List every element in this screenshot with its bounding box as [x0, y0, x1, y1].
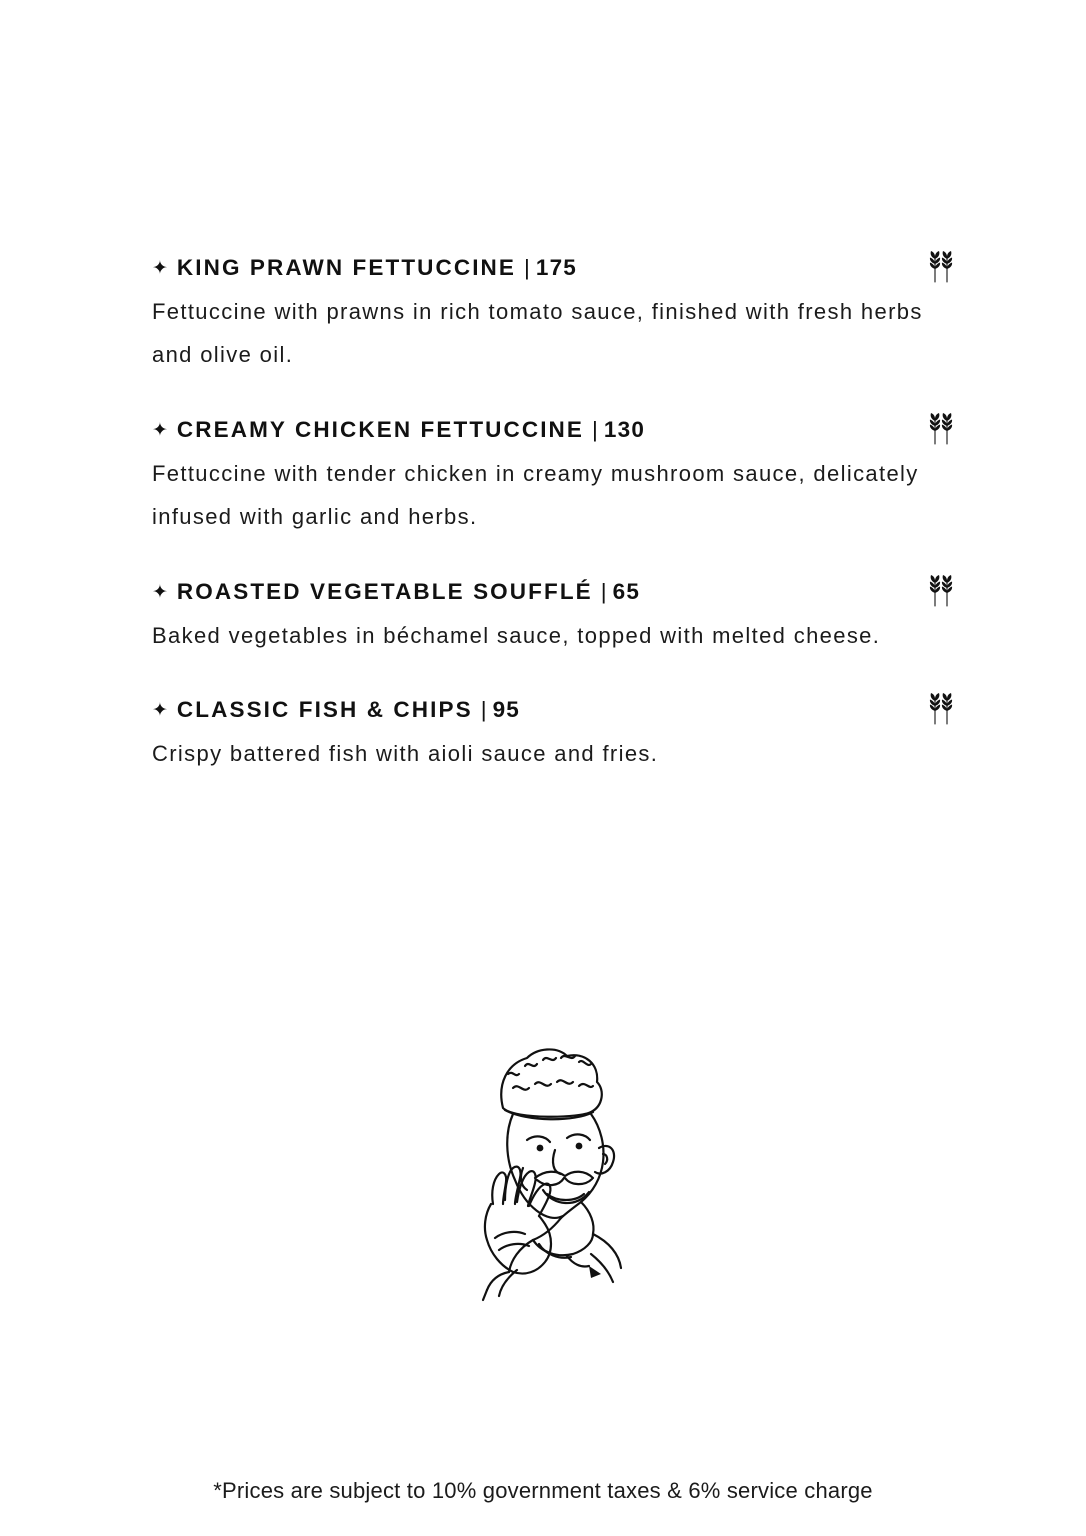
menu-item-header	[152, 579, 942, 605]
diamond-bullet-icon: ✦	[152, 419, 168, 441]
menu-item-price: 65	[612, 578, 641, 604]
menu-item-name: CLASSIC FISH & CHIPS	[176, 697, 473, 723]
menu-item-header	[152, 697, 942, 723]
diamond-bullet-icon: ✦	[152, 581, 168, 603]
menu-item-separator: |	[600, 578, 607, 604]
menu-item-description: Baked vegetables in béchamel sauce, topped with melted cheese.	[152, 622, 881, 648]
wheat-icon	[924, 247, 958, 283]
diamond-bullet-icon: ✦	[152, 258, 168, 279]
menu-item-name: ROASTED VEGETABLE SOUFFLÉ	[176, 578, 593, 604]
menu-item-description: Fettuccine with prawns in rich tomato sauce, finished with fresh herbs and olive oil.	[152, 299, 923, 367]
menu-item-header	[152, 417, 942, 443]
menu-item	[152, 697, 942, 776]
menu-item-description: Fettuccine with tender chicken in creamy mushroom sauce, delicately infused with garlic and herbs.	[152, 460, 919, 529]
menu-item-header	[152, 255, 942, 281]
menu-item	[152, 255, 942, 377]
diamond-bullet-icon: ✦	[152, 700, 168, 722]
menu-item-price: 95	[492, 697, 520, 723]
menu-item-price: 175	[535, 255, 578, 280]
menu-item	[152, 417, 942, 539]
chef-illustration	[395, 1028, 685, 1318]
menu-item-separator: |	[524, 255, 530, 280]
menu-items-list	[152, 255, 942, 776]
wheat-icon	[924, 571, 958, 607]
menu-item	[152, 579, 942, 658]
menu-item-separator: |	[480, 697, 487, 723]
menu-item-name: CREAMY CHICKEN FETTUCCINE	[176, 416, 585, 442]
wheat-icon	[924, 409, 958, 445]
menu-item-price: 130	[603, 416, 646, 442]
menu-item-separator: |	[592, 416, 598, 442]
menu-item-description: Crispy battered fish with aioli sauce and fries.	[152, 741, 659, 767]
wheat-icon	[924, 689, 958, 725]
price-disclaimer: *Prices are subject to 10% government taxes & 6% service charge	[213, 1478, 873, 1503]
menu-item-name: KING PRAWN FETTUCCINE	[176, 255, 517, 280]
